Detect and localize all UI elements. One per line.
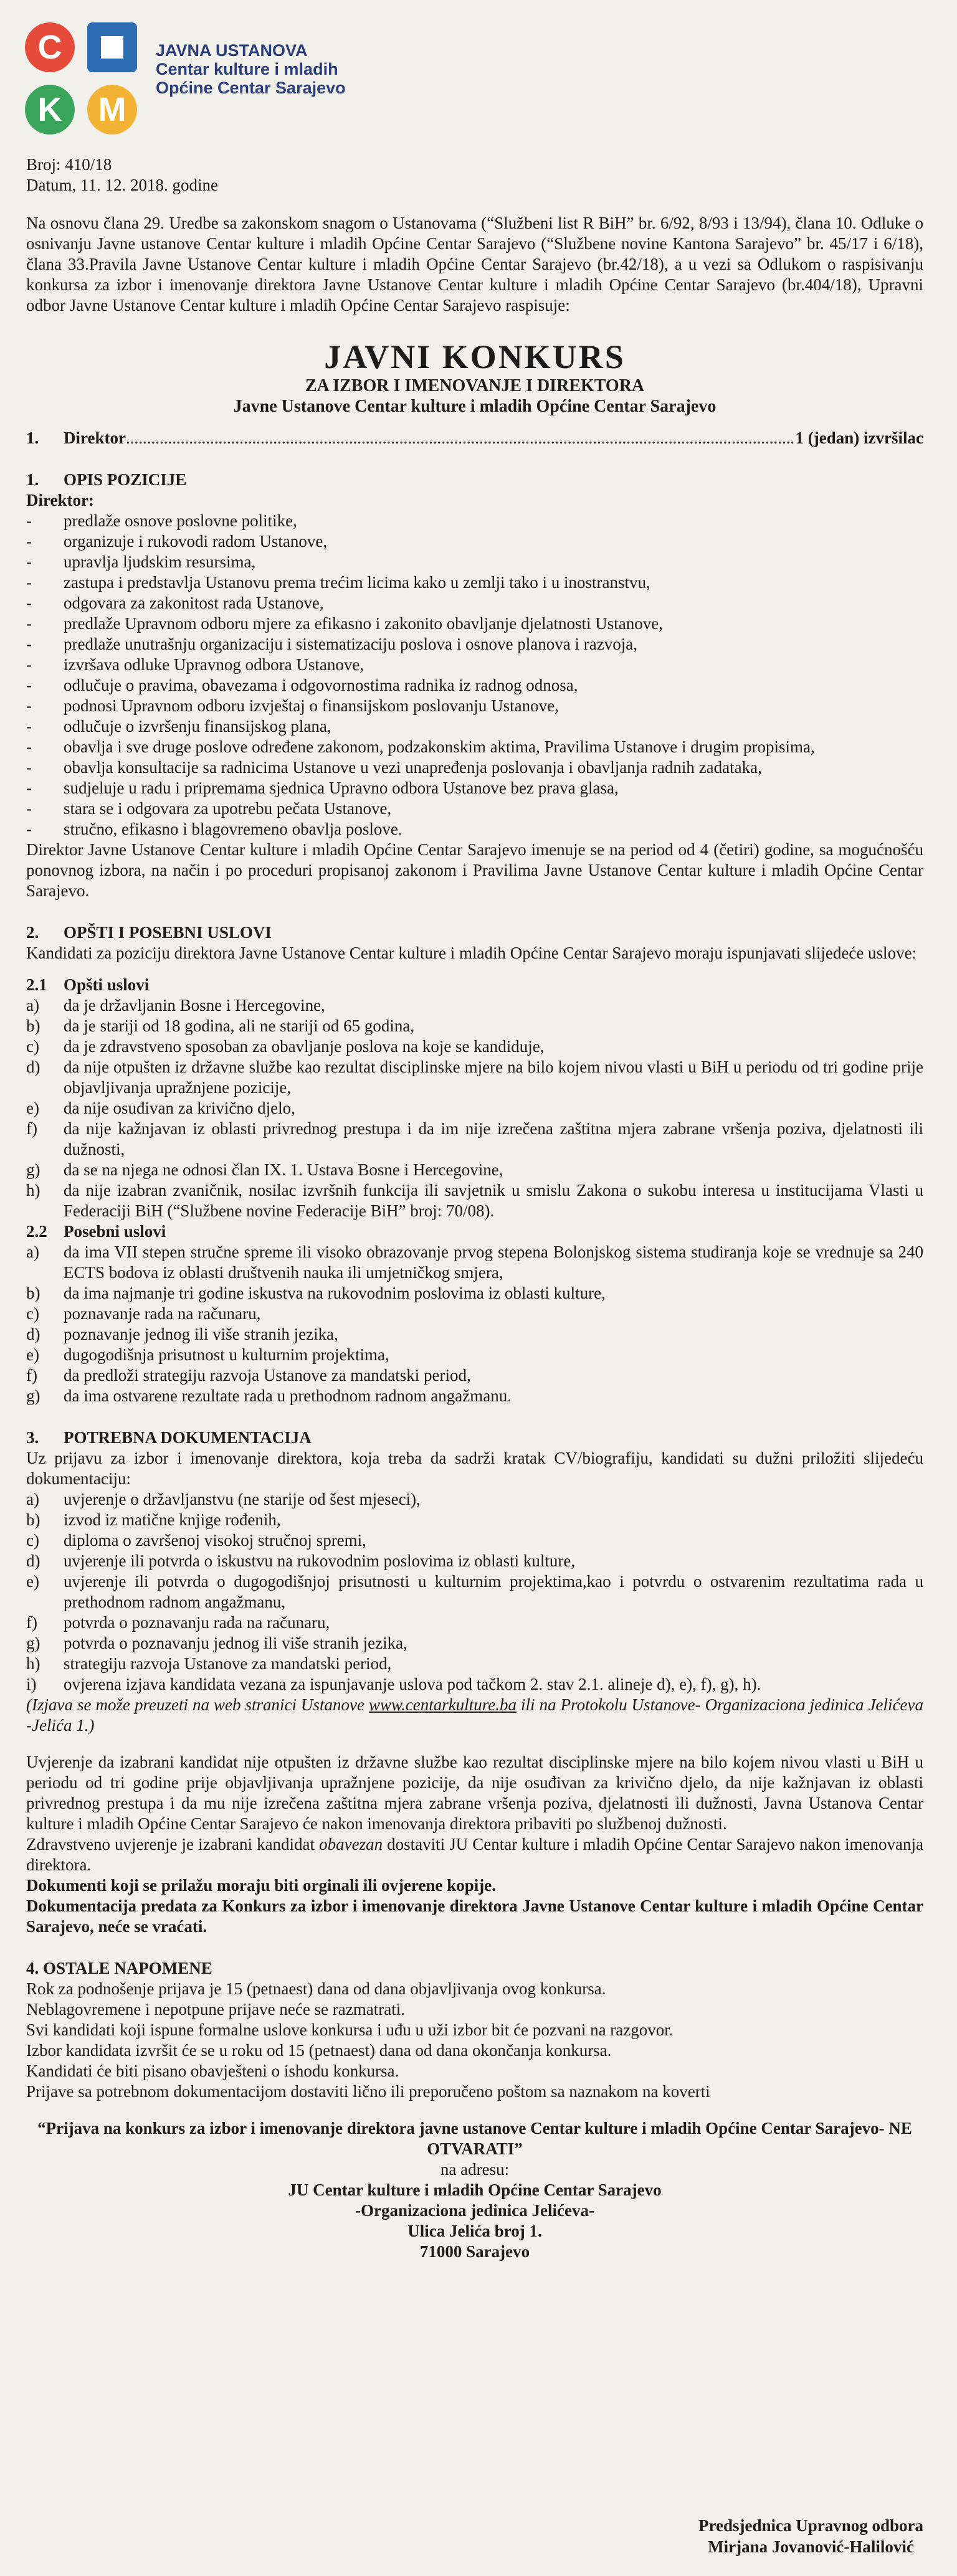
item-text: uvjerenje o državljanstvu (ne starije od šest mjeseci), xyxy=(64,1490,421,1508)
item-text: da predloži strategiju razvoja Ustanove za mandatski period, xyxy=(64,1366,471,1385)
item-text: izvod iz matične knjige rođenih, xyxy=(64,1510,281,1529)
duty-item xyxy=(26,511,923,531)
item-text: da nije otpušten iz državne službe kao rezultat disciplinske mjere na bilo kojem nivou vlasti u BiH u periodu od tri godine prije objavljivanja upražnjene pozicije, xyxy=(64,1058,923,1097)
general-conditions-list xyxy=(26,995,923,1221)
document-item xyxy=(26,1489,923,1510)
section-3-paragraph-1: Uvjerenje da izabrani kandidat nije otpušten iz državne službe kao rezultat disciplinske mjere na bilo kojem nivou vlasti u BiH u periodu od tri godine prije objavljivanja upražnjene pozicije, da nije osuđivan za krivično djelo, da nije kažnjavan iz oblasti privrednog prestupa i da mu nije izrečena zaštitna mjera zabrane vršenja poziva, djelatnosti ili dužnosti, Javna Ustanova Centar kulture i mladih Općine Centar Sarajevo će nakon imenovanja direktora pribaviti po službenoj dužnosti. xyxy=(26,1753,923,1833)
logo-letter-k: K xyxy=(25,85,75,135)
duty-item xyxy=(26,798,923,819)
duty-text: predlaže osnove poslovne politike, xyxy=(64,511,297,530)
item-marker: d) xyxy=(26,1551,40,1570)
item-text: poznavanje rada na računaru, xyxy=(64,1304,261,1323)
item-text: da ima ostvarene rezultate rada u prethodnom radnom angažmanu. xyxy=(64,1386,512,1405)
duty-text: odgovara za zakonitost rada Ustanove, xyxy=(64,594,324,612)
notes-list xyxy=(26,1979,923,2102)
special-condition-item xyxy=(26,1324,923,1345)
document-item xyxy=(26,1510,923,1530)
item-marker: c) xyxy=(26,1531,39,1550)
general-condition-item xyxy=(26,1119,923,1160)
item-marker: f) xyxy=(26,1613,37,1632)
item-text: da ima najmanje tri godine iskustva na rukovodnim poslovima iz oblasti kulture, xyxy=(64,1284,606,1302)
dash-marker: - xyxy=(26,696,32,715)
page-subtitle: ZA IZBOR I IMENOVANJE I DIREKTORA xyxy=(305,376,645,395)
item-text: da je državljanin Bosne i Hercegovine, xyxy=(64,996,325,1015)
item-marker: h) xyxy=(26,1181,40,1200)
item-marker: c) xyxy=(26,1304,39,1323)
signature-block xyxy=(698,2515,923,2557)
statement-note: (Izjava se može preuzeti na web stranici Ustanove www.centarkulture.ba ili na Protokolu Ustanove- Organizaciona jedinica Jelićeva -Jelića 1.) xyxy=(26,1695,923,1735)
institution-name: Javne Ustanove Centar kulture i mladih Općine Centar Sarajevo xyxy=(233,397,717,416)
no-return-notice: Dokumentacija predata za Konkurs za izbor i imenovanje direktora Javne Ustanove Centar kulture i mladih Općine Centar Sarajevo, neće se vraćati. xyxy=(26,1896,923,1936)
general-condition-item xyxy=(26,995,923,1016)
duty-text: upravlja ljudskim resursima, xyxy=(64,552,256,571)
duty-item xyxy=(26,778,923,798)
item-marker: f) xyxy=(26,1366,37,1385)
dash-marker: - xyxy=(26,594,32,612)
duty-text: odlučuje o izvršenju finansijskog plana, xyxy=(64,717,331,736)
special-condition-item xyxy=(26,1365,923,1386)
envelope-label: “Prijava na konkurs za izbor i imenovanje direktora javne ustanove Centar kulture i mladih Općine Centar Sarajevo- NE OTVARATI” xyxy=(37,2119,912,2158)
section-1-closing: Direktor Javne Ustanove Centar kulture i mladih Općine Centar Sarajevo imenuje se na period od 4 (četiri) godine, sa mogućnošću ponovnog izbora, na način i po proceduri propisanoj zakonom i Pravilima Javne Ustanove Centar kulture i mladih Općine Centar Sarajevo. xyxy=(26,840,923,900)
duty-item xyxy=(26,819,923,840)
duty-item xyxy=(26,655,923,675)
item-marker: b) xyxy=(26,1284,40,1302)
item-marker: a) xyxy=(26,1490,39,1508)
document-date: Datum, 11. 12. 2018. godine xyxy=(26,176,218,194)
duty-item xyxy=(26,572,923,593)
item-text: ovjerena izjava kandidata vezana za ispunjavanje uslova pod tačkom 2. stav 2.1. alineje d), e), f), g), h). xyxy=(64,1675,761,1693)
position-name: Direktor xyxy=(64,429,126,447)
item-text: da je zdravstveno sposoban za obavljanje poslova na koje se kandiduje, xyxy=(64,1037,545,1056)
general-condition-item xyxy=(26,1098,923,1119)
item-marker: h) xyxy=(26,1654,40,1673)
dash-marker: - xyxy=(26,614,32,633)
document-meta xyxy=(26,154,923,196)
duty-item xyxy=(26,634,923,655)
note-line: Rok za podnošenje prijava je 15 (petnaest) dana od dana objavljivanja ovog konkursa. xyxy=(26,1979,606,1998)
dash-marker: - xyxy=(26,779,32,797)
item-text: potvrda o poznavanju jednog ili više stranih jezika, xyxy=(64,1634,407,1652)
duties-list xyxy=(26,511,923,840)
document-number: Broj: 410/18 xyxy=(26,155,112,174)
address-line: Ulica Jelića broj 1. xyxy=(407,2222,542,2240)
document-item xyxy=(26,1571,923,1612)
item-marker: b) xyxy=(26,1016,40,1035)
section-2-heading: 2. OPŠTI I POSEBNI USLOVI xyxy=(26,923,272,942)
special-condition-item xyxy=(26,1345,923,1365)
dash-marker: - xyxy=(26,573,32,592)
special-condition-item xyxy=(26,1304,923,1324)
note-line: Kandidati će biti pisano obavješteni o ishodu konkursa. xyxy=(26,2062,399,2080)
address-label: na adresu: xyxy=(440,2160,510,2179)
address-line: 71000 Sarajevo xyxy=(419,2242,530,2261)
item-text: da nije izabran zvaničnik, nosilac izvršnih funkcija ili savjetnik u smislu Zakona o sukobu interesa u institucijama Vlasti u Federaciji BiH (“Službene novine Federacije BiH” broj: 70/08). xyxy=(64,1181,923,1220)
item-marker: e) xyxy=(26,1099,39,1117)
director-label: Direktor: xyxy=(26,491,94,509)
logo-line-2: Centar kulture i mladih xyxy=(156,60,338,78)
general-condition-item xyxy=(26,1160,923,1180)
item-text: poznavanje jednog ili više stranih jezika, xyxy=(64,1325,338,1343)
item-text: potvrda o poznavanju rada na računaru, xyxy=(64,1613,330,1632)
duty-text: organizuje i rukovodi radom Ustanove, xyxy=(64,532,328,551)
general-condition-item xyxy=(26,1036,923,1057)
dash-marker: - xyxy=(26,532,32,551)
section-3-paragraph-2: Zdravstveno uvjerenje je izabrani kandidat obavezan dostaviti JU Centar kulture i mladih Općine Centar Sarajevo nakon imenovanja direktora. xyxy=(26,1835,924,1874)
general-condition-item xyxy=(26,1016,923,1036)
document-item xyxy=(26,1674,923,1695)
item-text: da nije kažnjavan iz oblasti privrednog prestupa i da im nije izrečena zaštitna mjera zabrane vršenja poziva, djelatnosti ili dužnosti, xyxy=(64,1119,923,1158)
dash-marker: - xyxy=(26,799,32,818)
duty-text: obavlja i sve druge poslove određene zakonom, podzakonskim aktima, Pravilima Ustanove i drugim propisima, xyxy=(64,737,815,756)
item-marker: f) xyxy=(26,1119,37,1138)
dash-marker: - xyxy=(26,820,32,838)
note-line: Prijave sa potrebnom dokumentacijom dostaviti lično ili preporučeno poštom sa naznakom na koverti xyxy=(26,2082,710,2101)
document-body xyxy=(26,154,923,2262)
item-marker: i) xyxy=(26,1675,37,1693)
item-marker: c) xyxy=(26,1037,39,1056)
duty-item xyxy=(26,613,923,634)
delivery-address xyxy=(26,2180,923,2262)
logo-letter-m: M xyxy=(87,85,137,135)
item-marker: e) xyxy=(26,1572,39,1591)
document-item xyxy=(26,1612,923,1633)
general-condition-item xyxy=(26,1057,923,1098)
logo-square-o xyxy=(87,22,137,72)
section-3-heading: 3. POTREBNA DOKUMENTACIJA xyxy=(26,1428,312,1447)
dash-marker: - xyxy=(26,676,32,694)
dash-marker: - xyxy=(26,635,32,653)
item-text: da je stariji od 18 godina, ali ne stariji od 65 godina, xyxy=(64,1016,415,1035)
note-line: Svi kandidati koji ispune formalne uslove konkursa i uđu u uži izbor bit će pozvani na razgovor. xyxy=(26,2020,674,2039)
legal-intro: Na osnovu člana 29. Uredbe sa zakonskom snagom o Ustanovama (“Službeni list R BiH” br. 6/92, 8/93 i 13/94), člana 10. Odluke o osnivanju Javne ustanove Centar kulture i mladih Općine Centar Sarajevo (“Službene novine Kantona Sarajevo” br. 45/17 i 6/18), člana 33.Pravila Javne Ustanove Centar kulture i mladih Općine Centar Sarajevo (br.42/18), a u vezi sa Odlukom o raspisivanju konkursa za izbor i imenovanje direktora Javne Ustanove Centar kulture i mladih Općine Centar Sarajevo (br.404/18), Upravni odbor Javne Ustanove Centar kulture i mladih Općine Centar Sarajevo raspisuje: xyxy=(26,214,923,315)
dash-marker: - xyxy=(26,717,32,736)
note-line: Izbor kandidata izvršit će se u roku od 15 (petnaest) dana od dana okončanja konkursa. xyxy=(26,2041,612,2060)
duty-item xyxy=(26,675,923,696)
duty-text: zastupa i predstavlja Ustanovu prema trećim licima kako u zemlji tako i u inostranstvu, xyxy=(64,573,650,592)
special-condition-item xyxy=(26,1386,923,1406)
dash-marker: - xyxy=(26,552,32,571)
dash-marker: - xyxy=(26,511,32,530)
section-1-heading: 1. OPIS POZICIJE xyxy=(26,470,187,489)
duty-text: obavlja konsultacije sa radnicima Ustanove u vezi unapređenja poslovanja i obavljanja radnih zadataka, xyxy=(64,758,762,777)
item-marker: a) xyxy=(26,1243,39,1261)
logo-line-3: Općine Centar Sarajevo xyxy=(156,78,346,97)
item-text: dugogodišnja prisutnost u kulturnim projektima, xyxy=(64,1345,389,1364)
duty-item xyxy=(26,552,923,572)
logo-line-1: JAVNA USTANOVA xyxy=(156,41,308,60)
logo-letter-c: C xyxy=(25,22,75,72)
item-marker: a) xyxy=(26,996,39,1015)
institution-logo xyxy=(25,22,710,141)
page-title: JAVNI KONKURS xyxy=(324,338,626,376)
general-conditions-heading: 2.1 Opšti uslovi xyxy=(26,975,150,994)
section-2-intro: Kandidati za poziciju direktora Javne Ustanove Centar kulture i mladih Općine Centar Sarajevo moraju ispunjavati slijedeće uslove: xyxy=(26,944,917,962)
duty-text: podnosi Upravnom odboru izvještaj o finansijskom poslovanju Ustanove, xyxy=(64,696,559,715)
general-condition-item xyxy=(26,1180,923,1221)
item-text: uvjerenje ili potvrda o iskustvu na rukovodnim poslovima iz oblasti kulture, xyxy=(64,1551,576,1570)
duty-item xyxy=(26,737,923,757)
item-marker: g) xyxy=(26,1160,40,1179)
item-marker: d) xyxy=(26,1325,40,1343)
item-text: uvjerenje ili potvrda o dugogodišnjoj prisutnosti u kulturnim projektima,kao i potvrdu o ostvarenim rezultatima rada u prethodnom radnom angažmanu, xyxy=(64,1572,923,1611)
item-text: da nije osuđivan za krivično djelo, xyxy=(64,1099,295,1117)
website-link[interactable]: www.centarkulture.ba xyxy=(369,1695,517,1714)
duty-text: izvršava odluke Upravnog odbora Ustanove, xyxy=(64,655,364,674)
duty-item xyxy=(26,716,923,737)
item-marker: d) xyxy=(26,1058,40,1076)
special-condition-item xyxy=(26,1283,923,1304)
document-item xyxy=(26,1633,923,1654)
item-text: strategiju razvoja Ustanove za mandatski period, xyxy=(64,1654,392,1673)
dash-marker: - xyxy=(26,737,32,756)
duty-text: predlaže Upravnom odboru mjere za efikasno i zakonito obavljanje djelatnosti Ustanove, xyxy=(64,614,663,633)
duty-text: predlaže unutrašnju organizaciju i sistematizaciju poslova i osnove planova i razvoja, xyxy=(64,635,637,653)
section-4-heading: 4. OSTALE NAPOMENE xyxy=(26,1959,212,1977)
special-condition-item xyxy=(26,1242,923,1283)
duty-text: odlučuje o pravima, obavezama i odgovornostima radnika iz radnog odnosa, xyxy=(64,676,578,694)
item-text: da se na njega ne odnosi član IX. 1. Ustava Bosne i Hercegovine, xyxy=(64,1160,503,1179)
note-line: Neblagovremene i nepotpune prijave neće se razmatrati. xyxy=(26,2000,405,2019)
documents-list xyxy=(26,1489,923,1695)
duty-item xyxy=(26,696,923,716)
special-conditions-list xyxy=(26,1242,923,1406)
document-item xyxy=(26,1551,923,1571)
duty-item xyxy=(26,531,923,552)
position-number: 1. xyxy=(26,429,39,447)
item-text: diploma o završenoj visokoj stručnoj spremi, xyxy=(64,1531,366,1550)
signatory-name: Mirjana Jovanović-Halilović xyxy=(708,2537,914,2556)
logo-text xyxy=(156,41,346,97)
item-marker: b) xyxy=(26,1510,40,1529)
special-conditions-heading: 2.2 Posebni uslovi xyxy=(26,1222,166,1241)
duty-text: stara se i odgovara za upotrebu pečata Ustanove, xyxy=(64,799,392,818)
signatory-role: Predsjednica Upravnog odbora xyxy=(698,2516,923,2535)
section-3-intro: Uz prijavu za izbor i imenovanje direktora, koja treba da sadrži kratak CV/biografiju, kandidati su dužni priložiti slijedeću dokumentaciju: xyxy=(26,1449,923,1488)
item-text: da ima VII stepen stručne spreme ili visoko obrazovanje prvog stepena Bolonjskog sistema studiranja koje se vrednuje sa 240 ECTS bodova iz oblasti društvenih nauka ili umjetničkog smjera, xyxy=(64,1243,923,1282)
position-line xyxy=(26,428,923,448)
address-line: JU Centar kulture i mladih Općine Centar Sarajevo xyxy=(288,2181,662,2199)
duty-text: sudjeluje u radu i pripremama sjednica Upravno odbora Ustanove bez prava glasa, xyxy=(64,779,619,797)
address-line: -Organizaciona jedinica Jelićeva- xyxy=(355,2201,594,2220)
item-marker: g) xyxy=(26,1386,40,1405)
originals-notice: Dokumenti koji se prilažu moraju biti orginali ili ovjerene kopije. xyxy=(26,1876,496,1895)
dot-leader xyxy=(126,428,796,448)
dash-marker: - xyxy=(26,655,32,674)
document-item xyxy=(26,1530,923,1551)
position-count: 1 (jedan) izvršilac xyxy=(795,429,923,447)
item-marker: g) xyxy=(26,1634,40,1652)
item-marker: e) xyxy=(26,1345,39,1364)
duty-item xyxy=(26,593,923,613)
dash-marker: - xyxy=(26,758,32,777)
document-item xyxy=(26,1654,923,1674)
duty-text: stručno, efikasno i blagovremeno obavlja poslove. xyxy=(64,820,402,838)
duty-item xyxy=(26,757,923,778)
